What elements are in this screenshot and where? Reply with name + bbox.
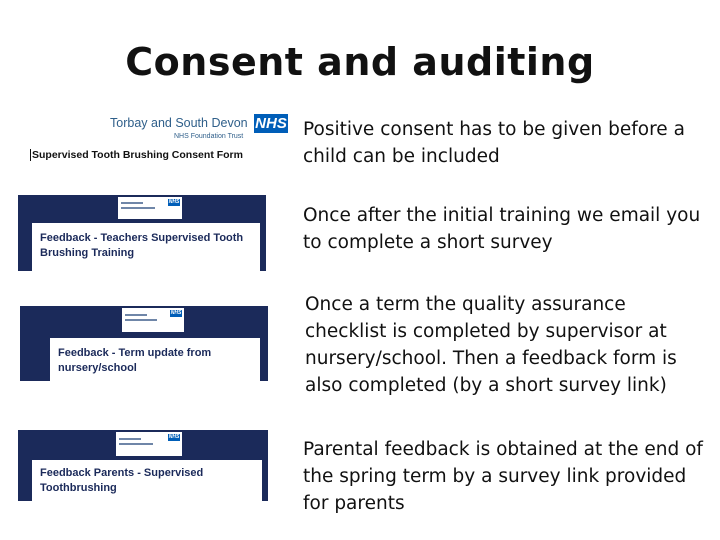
slide-title: Consent and auditing <box>125 40 595 84</box>
term-checklist-point-text: Once a term the quality assurance checklist is completed by supervisor at nursery/school. Then a feedback form is also completed (by a short survey link) <box>305 294 677 396</box>
parent-feedback-survey-image <box>18 430 268 501</box>
logo-line <box>121 202 143 204</box>
term-update-survey-image <box>20 306 268 381</box>
consent-point-text: Positive consent has to be given before a child can be included <box>303 119 685 167</box>
trust-logo-block <box>118 197 182 219</box>
consent-form-image <box>26 110 288 170</box>
nhs-logo: NHS <box>170 310 182 316</box>
nhs-logo: NHS <box>168 199 180 205</box>
logo-line <box>119 438 141 440</box>
survey-title-card <box>32 460 262 501</box>
logo-line <box>125 319 157 321</box>
consent-form-title: Supervised Tooth Brushing Consent Form <box>32 149 243 161</box>
trust-subtitle: NHS Foundation Trust <box>174 133 244 140</box>
survey-heading: Feedback Parents - Supervised Toothbrushing <box>40 467 204 494</box>
trust-logo-block <box>116 432 182 456</box>
training-survey-point-text: Once after the initial training we email you to complete a short survey <box>303 205 701 253</box>
logo-line <box>125 314 147 316</box>
trust-logo-block <box>122 308 184 332</box>
trust-name: Torbay and South Devon <box>110 116 248 130</box>
logo-line <box>121 207 155 209</box>
parental-feedback-point-text: Parental feedback is obtained at the end of the spring term by a survey link provided for parents <box>303 439 703 514</box>
survey-heading: Feedback - Term update from nursery/school <box>58 347 212 374</box>
survey-title-card <box>32 223 260 271</box>
teacher-feedback-survey-image <box>18 195 266 271</box>
survey-title-card <box>50 338 260 381</box>
logo-line <box>119 443 153 445</box>
nhs-logo: NHS <box>168 434 180 440</box>
survey-heading: Feedback - Teachers Supervised Tooth Brushing Training <box>40 232 244 259</box>
nhs-logo: NHS <box>255 115 287 132</box>
